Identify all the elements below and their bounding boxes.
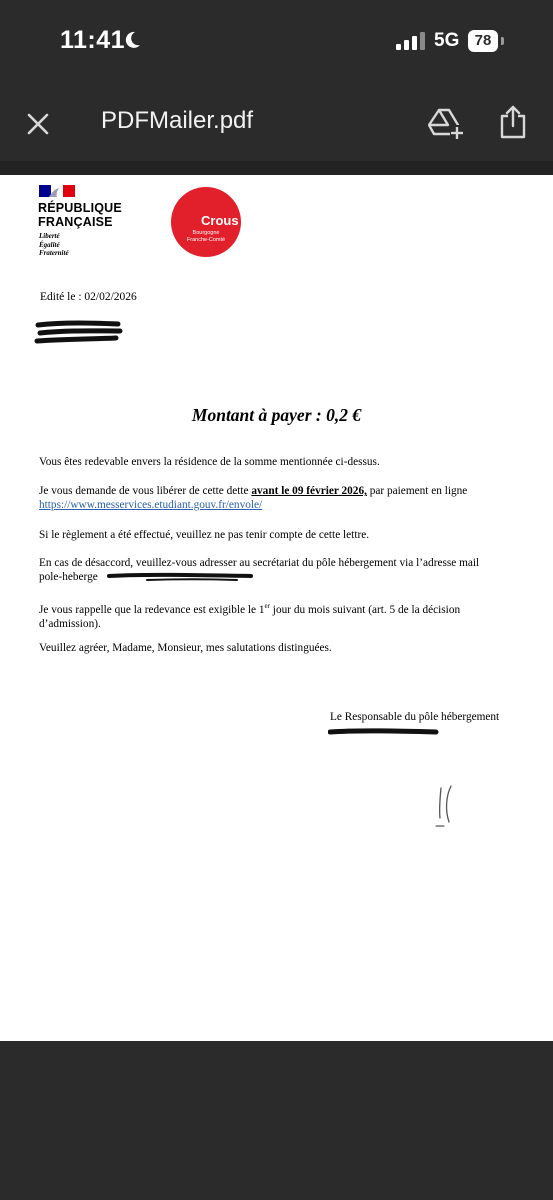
marianne-flag-icon: [39, 185, 75, 197]
crous-name: Crous: [201, 213, 239, 228]
network-label: 5G: [434, 30, 460, 51]
crous-region-2: Franche-Comté: [186, 237, 226, 243]
rf-name: [38, 201, 122, 229]
rf-motto: [39, 232, 69, 258]
reminder-text-before: Je vous rappelle que la redevance est exigible le 1: [39, 603, 265, 616]
reminder-text-after: jour du mois suivant (art. 5 de la décision d’admission).: [39, 603, 461, 630]
toolbar-divider: [0, 161, 553, 175]
battery-cap: [501, 37, 504, 45]
redaction-mark: [34, 319, 124, 349]
amount-title: Montant à payer : 0,2 €: [191, 405, 362, 425]
paragraph-debt: Vous êtes redevable envers la résidence de la somme mentionnée ci-dessus.: [39, 456, 380, 468]
republique-francaise-logo: [38, 185, 148, 265]
rf-name-line2: FRANÇAISE: [38, 215, 113, 229]
status-bar: [0, 0, 553, 80]
pdf-page: [0, 175, 553, 1041]
rf-motto-1: Liberté: [39, 232, 60, 240]
close-icon[interactable]: [24, 110, 52, 138]
paragraph-deadline: [39, 484, 519, 512]
viewer-toolbar: [0, 80, 553, 162]
viewer-background: [0, 1041, 553, 1200]
disagreement-email-start: pole-heberge: [39, 571, 98, 583]
edit-date: Edité le : 02/02/2026: [40, 291, 137, 303]
deadline-date: avant le 09 février 2026,: [251, 485, 367, 497]
rf-motto-2: Égalité: [39, 240, 60, 249]
paragraph-paid: Si le règlement a été effectué, veuillez ne pas tenir compte de cette lettre.: [39, 529, 370, 541]
reminder-sup: er: [264, 602, 270, 610]
crous-region-1: Bourgogne: [192, 230, 220, 236]
moon-icon: [122, 30, 142, 50]
rf-name-line1: RÉPUBLIQUE: [38, 201, 122, 215]
battery-level: 78: [468, 30, 498, 52]
add-to-drive-icon[interactable]: [428, 106, 464, 140]
deadline-text-after: par paiement en ligne: [366, 485, 468, 497]
paragraph-reminder: [39, 599, 519, 631]
paragraph-closing: Veuillez agréer, Madame, Monsieur, mes salutations distinguées.: [39, 642, 332, 654]
battery-icon: [468, 30, 508, 52]
status-time: 11:41: [60, 26, 126, 54]
crous-region: [177, 230, 235, 244]
file-title: PDFMailer.pdf: [101, 107, 254, 134]
redaction-mark: [107, 570, 257, 584]
payment-link[interactable]: https://www.messervices.etudiant.gouv.fr/envole/: [39, 499, 263, 511]
signature-title: Le Responsable du pôle hébergement: [330, 711, 500, 723]
signal-icon: [396, 32, 426, 50]
rf-motto-3: Fraternité: [39, 249, 69, 257]
handwritten-signature: [432, 782, 462, 828]
deadline-text-before: Je vous demande de vous libérer de cette dette: [39, 485, 252, 497]
redaction-mark: [328, 725, 440, 739]
disagreement-line1: En cas de désaccord, veuillez-vous adresser au secrétariat du pôle hébergement via l’adresse mail: [39, 557, 480, 569]
crous-logo: [171, 187, 241, 257]
share-icon[interactable]: [498, 104, 528, 140]
